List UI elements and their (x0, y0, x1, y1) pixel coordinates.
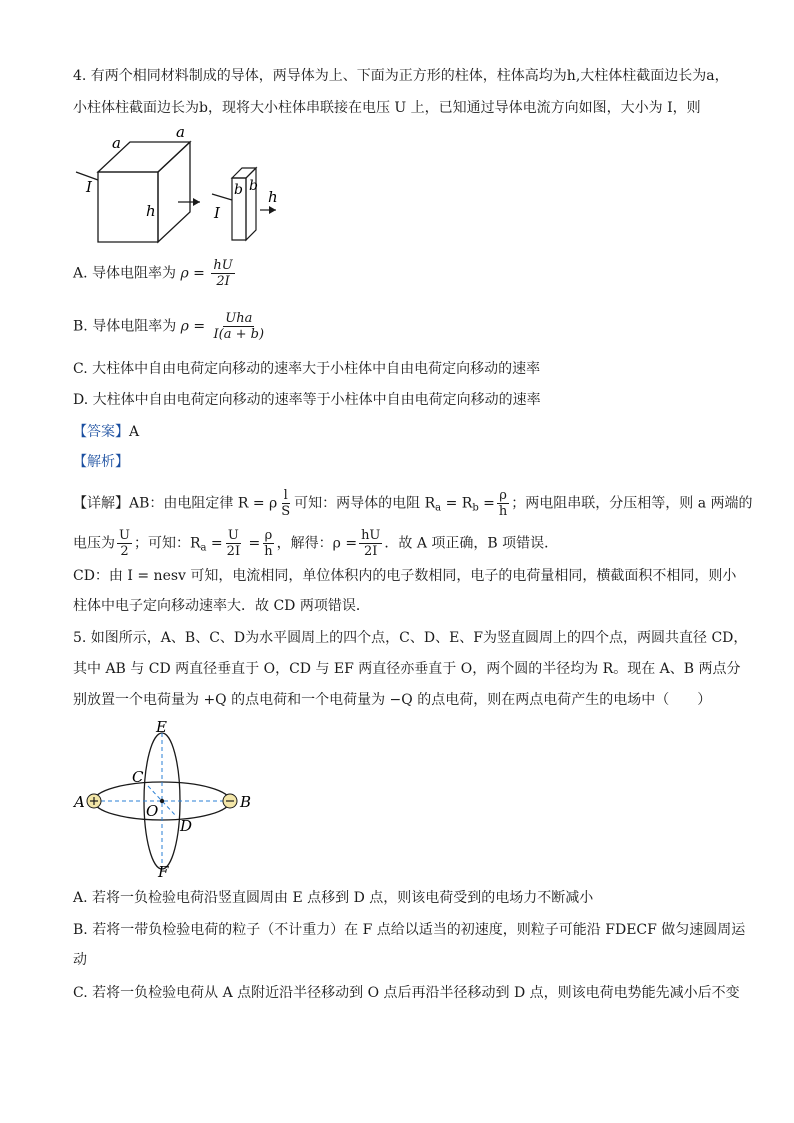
detail-text-4: = (478, 495, 495, 512)
label-D: D (180, 817, 193, 835)
detail-text-1: AB：由电阻定律 R = ρ (129, 495, 278, 512)
label-B: B (240, 793, 252, 811)
subscript-a: a (200, 542, 207, 554)
label-h-big: h (146, 202, 156, 220)
frac-num: U (227, 528, 239, 543)
q4-option-b (73, 311, 733, 342)
q5-option-c: C. 若将一负检验电荷从 A 点附近沿半径移动到 O 点后再沿半径移动到 D 点，则该电荷电势能先减小后不变 (73, 985, 740, 1001)
detail-text-9: = (244, 535, 261, 552)
label-E: E (156, 720, 167, 736)
frac-den: S (281, 504, 291, 519)
label-h-small: h (268, 188, 278, 206)
answer-tag: 【答案】 (73, 424, 129, 440)
q5-option-a: A. 若将一负检验电荷沿竖直圆周由 E 点移到 D 点，则该电荷受到的电场力不断减小 (73, 890, 594, 906)
frac-den: h (264, 544, 273, 559)
q5-circles-figure (70, 720, 260, 880)
detail-text-6: 电压为 (73, 535, 115, 552)
option-a-numerator: hU (213, 258, 233, 273)
q4-option-a (73, 258, 733, 289)
subscript-a: a (435, 502, 442, 514)
detail-text-8: = (206, 535, 223, 552)
frac-num: ρ (264, 528, 273, 543)
frac-num: l (283, 488, 288, 503)
frac-den: 2I (364, 544, 378, 559)
q4-option-d: D. 大柱体中自由电荷定向移动的速率等于小柱体中自由电荷定向移动的速率 (73, 392, 541, 408)
detail-text-5: ；两电阻串联，分压相等，则 a 两端的 (511, 495, 753, 512)
detail-frac-u-2 (117, 528, 132, 559)
option-b-rho: ρ = (180, 318, 206, 335)
q4-conductor-figure (72, 124, 292, 246)
label-I-left: I (86, 178, 92, 196)
q4-detail-line2 (73, 528, 733, 559)
label-O: O (146, 802, 159, 820)
option-a-fraction (211, 258, 234, 289)
q5-stem-line2: 其中 AB 与 CD 两直径垂直于 O，CD 与 EF 两直径亦垂直于 O，两个圆的半径均为 R。现在 A、B 两点分 (73, 661, 741, 677)
option-b-denominator: I(a + b) (213, 327, 265, 342)
detail-frac-rho-h-2 (262, 528, 274, 559)
option-b-text: B. 导体电阻率为 (73, 318, 177, 335)
q4-detail-line1 (73, 488, 753, 519)
q4-analysis-tag (73, 452, 733, 472)
label-a-right: a (176, 124, 185, 141)
q4-stem-line1: 4. 有两个相同材料制成的导体，两导体为上、下面为正方形的柱体，柱体高均为h,大柱体柱截面边长为a， (73, 68, 729, 84)
q5-option-b-line1: B. 若将一带负检验电荷的粒子（不计重力）在 F 点给以适当的初速度，则粒子可能沿 FDECF 做匀速圆周运 (73, 922, 746, 938)
detail-frac-rho-h (497, 488, 509, 519)
q4-stem-line2: 小柱体柱截面边长为b，现将大小柱体串联接在电压 U 上，已知通过导体电流方向如图，大小为 I，则 (73, 100, 701, 116)
label-a-left: a (112, 134, 121, 152)
detail-text-10: ，解得：ρ = (276, 535, 358, 552)
big-cube-side (158, 142, 190, 242)
q4-option-c: C. 大柱体中自由电荷定向移动的速率大于小柱体中自由电荷定向移动的速率 (73, 361, 541, 377)
frac-den: 2 (120, 544, 129, 559)
label-C: C (132, 768, 144, 786)
arrowhead-mid (193, 198, 200, 206)
detail-text-3: = R (441, 495, 473, 512)
option-b-numerator: Uha (225, 311, 253, 326)
option-a-text: A. 导体电阻率为 (73, 265, 177, 282)
label-I-mid: I (214, 204, 220, 222)
q5-option-b-line2: 动 (73, 952, 87, 968)
option-a-denominator: 2I (216, 274, 230, 289)
option-a-rho: ρ = (180, 265, 205, 282)
detail-text-7: ；可知：R (133, 535, 201, 552)
detail-text-2: 可知：两导体的电阻 R (294, 495, 436, 512)
detail-frac-hu-2i (359, 528, 382, 559)
small-prism-top (232, 168, 256, 178)
label-b-right: b (249, 178, 258, 194)
detail-text-11: ．故 A 项正确，B 项错误． (384, 535, 559, 552)
frac-den: h (498, 504, 508, 519)
detail-tag: 【详解】 (73, 495, 129, 512)
q4-answer (73, 422, 733, 442)
arrowhead-out (269, 206, 276, 214)
q4-detail-cd-line2: 柱体中电子定向移动速率大．故 CD 两项错误． (73, 598, 370, 614)
frac-num: hU (361, 528, 381, 543)
option-b-fraction (212, 311, 267, 342)
label-F: F (158, 863, 169, 880)
frac-den: 2I (226, 544, 241, 559)
q4-detail-cd-line1: CD：由 I = nesv 可知，电流相同，单位体积内的电子数相同，电子的电荷量相同，横截面积不相同，则小 (73, 568, 737, 584)
current-wire-mid (212, 194, 232, 200)
q5-stem-line3: 别放置一个电荷量为 +Q 的点电荷和一个电荷量为 −Q 的点电荷，则在两点电荷产生的电场中（ ） (73, 692, 712, 708)
frac-num: ρ (499, 488, 507, 503)
analysis-tag: 【解析】 (73, 454, 129, 470)
label-b-left: b (234, 182, 243, 198)
subscript-b: b (472, 502, 479, 514)
center-point (160, 799, 164, 803)
frac-num: U (119, 528, 130, 543)
label-A: A (74, 793, 85, 811)
answer-value: A (129, 424, 140, 440)
detail-frac-l-s (279, 488, 292, 519)
q5-stem-line1: 5. 如图所示，A、B、C、D为水平圆周上的四个点，C、D、E、F为竖直圆周上的四个点，两圆共直径 CD， (73, 630, 748, 646)
detail-frac-u-2i (225, 528, 242, 559)
